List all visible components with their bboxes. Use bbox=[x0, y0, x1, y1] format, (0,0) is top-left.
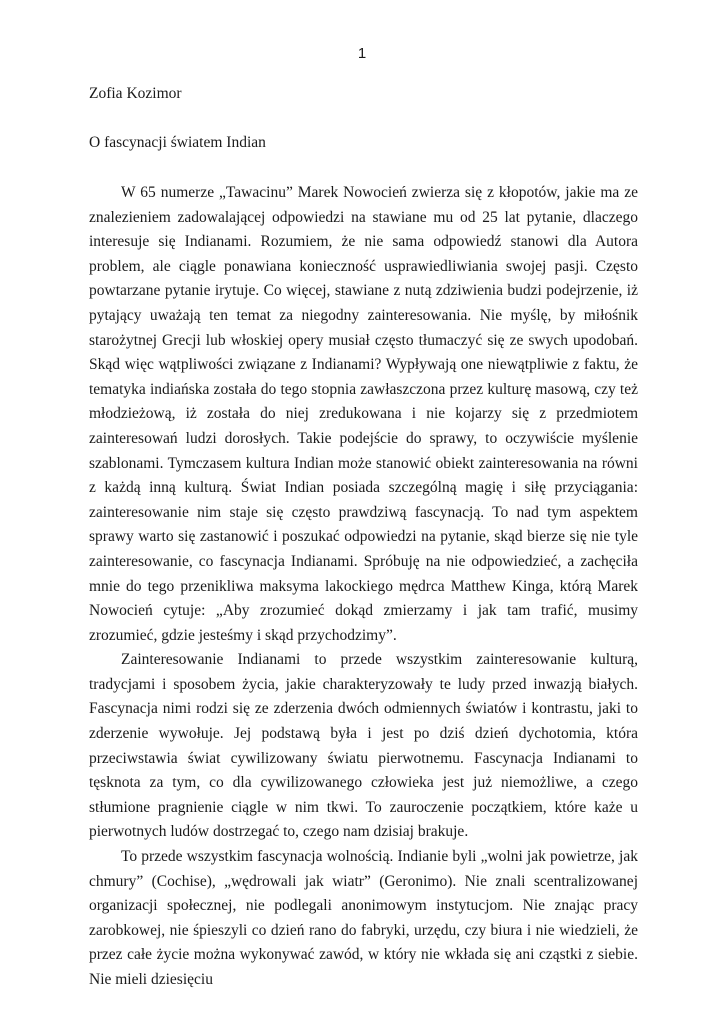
paragraph-1: W 65 numerze „Tawacinu” Marek Nowocień zwierza się z kłopotów, jakie ma ze znalezieniem zadowalającej odpowiedzi na stawiane mu od 25 lat pytanie, dlaczego interesuje się Indianami. Rozumiem, że nie sama odpowiedź stanowi dla Autora problem, ale ciągle ponawiana konieczność usprawiedliwiania swojej pasji. Często powtarzane pytanie irytuje. Co więcej, stawiane z nutą zdziwienia budzi podejrzenie, iż pytający uważają ten temat za niegodny zainteresowania. Nie myślę, by miłośnik starożytnej Grecji lub włoskiej opery musiał często tłumaczyć się ze swych upodobań. Skąd więc wątpliwości związane z Indianami? Wypływają one niewątpliwie z faktu, że tematyka indiańska została do tego stopnia zawłaszczona przez kulturę masową, czy też młodzieżową, iż została do niej zredukowana i nie kojarzy się z przedmiotem zainteresowań ludzi dorosłych. Takie podejście do sprawy, to oczywiście myślenie szablonami. Tymczasem kultura Indian może stanowić obiekt zainteresowania na równi z każdą inną kulturą. Świat Indian posiada szczególną magię i siłę przyciągania: zainteresowanie nim staje się często prawdziwą fascynacją. To nad tym aspektem sprawy warto się zastanowić i poszukać odpowiedzi na pytanie, skąd bierze się nie tyle zainteresowanie, co fascynacja Indianami. Spróbuję na nie odpowiedzieć, a zachęciła mnie do tego przenikliwa maksyma lakockiego mędrca Matthew Kinga, którą Marek Nowocień cytuje: „Aby zrozumieć dokąd zmierzamy i jak tam trafić, musimy zrozumieć, gdzie jesteśmy i skąd przychodzimy”. bbox=[89, 184, 638, 644]
page-number: 1 bbox=[357, 45, 367, 62]
paragraph-3: To przede wszystkim fascynacja wolnością. Indianie byli „wolni jak powietrze, jak chmury” (Cochise), „wędrowali jak wiatr” (Geronimo). Nie znali scentralizowanej organizacji społecznej, nie podlegali anonimowym instytucjom. Nie znając pracy zarobkowej, nie śpieszyli co dzień rano do fabryki, urzędu, czy biura i nie wiedzieli, że przez całe życie można wykonywać zawód, w który nie wkłada się ani cząstki z siebie. Nie mieli dziesięciu bbox=[89, 848, 638, 988]
body-text bbox=[89, 181, 638, 993]
author-name: Zofia Kozimor bbox=[89, 85, 182, 102]
document-title: O fascynacji światem Indian bbox=[89, 134, 266, 151]
paragraph-2: Zainteresowanie Indianami to przede wszystkim zainteresowanie kulturą, tradycjami i sposobem życia, jakie charakteryzowały te ludy przed inwazją białych. Fascynacja nimi rodzi się ze zderzenia dwóch odmiennych światów i kontrastu, jaki to zderzenie wywołuje. Jej podstawą była i jest po dziś dzień dychotomia, która przeciwstawia świat cywilizowany światu pierwotnemu. Fascynacja Indianami to tęsknota za tym, co dla cywilizowanego człowieka jest już niemożliwe, a czego stłumione pragnienie ciągle w nim tkwi. To zauroczenie początkiem, które każe u pierwotnych ludów dostrzegać to, czego nam dzisiaj brakuje. bbox=[89, 651, 638, 841]
